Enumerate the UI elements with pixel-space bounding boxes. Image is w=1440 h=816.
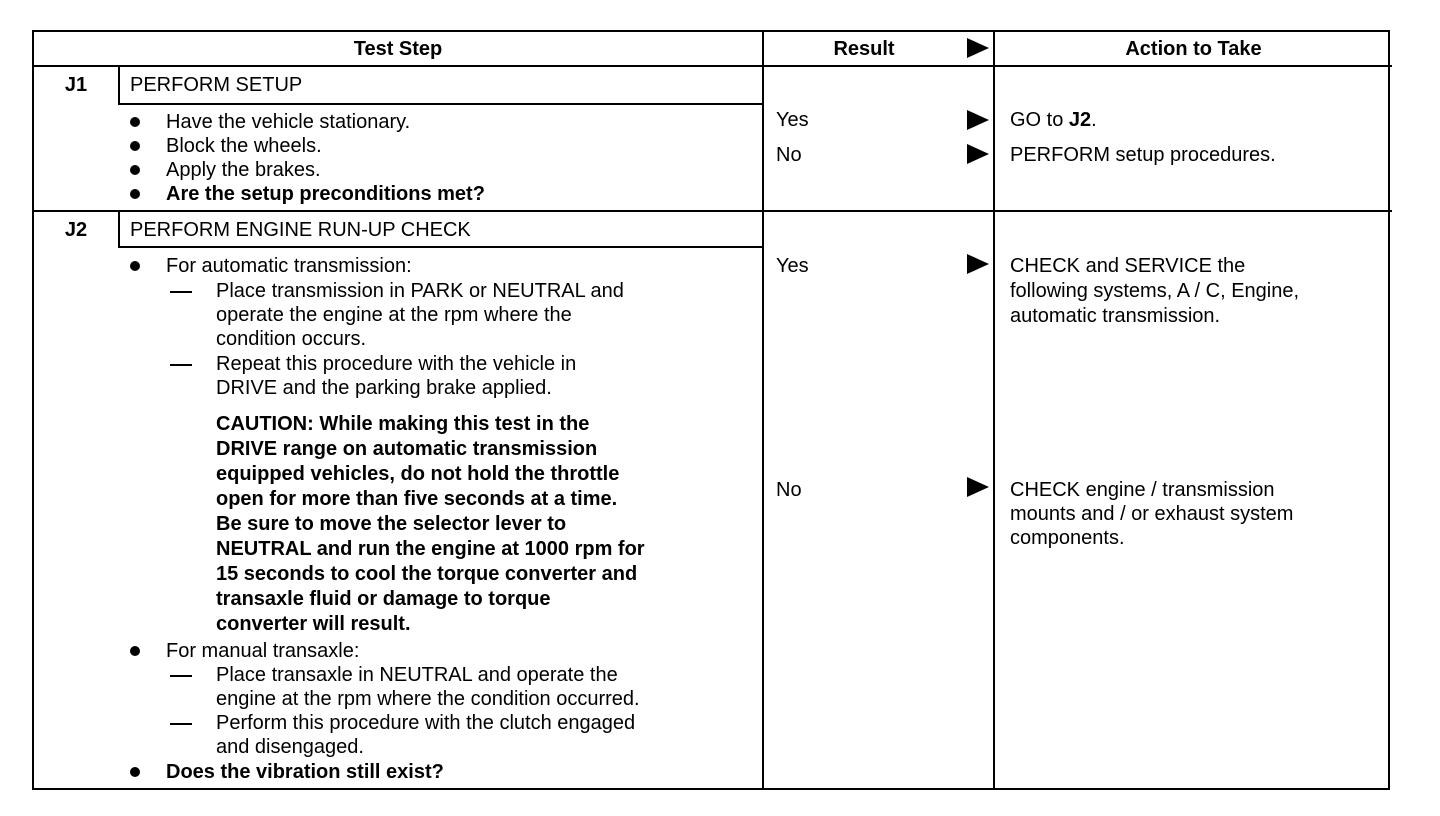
bullet-icon: [130, 767, 140, 777]
action-column-divider: [993, 32, 995, 788]
caution-line-2: DRIVE range on automatic transmission: [216, 438, 598, 460]
bullet-icon: [130, 646, 140, 656]
caution-line-3: equipped vehicles, do not hold the throttle: [216, 463, 620, 485]
bullet-icon: [130, 141, 140, 151]
j2-manual-heading: For manual transaxle:: [166, 640, 360, 662]
j2-action-no-line1: CHECK engine / transmission: [1010, 479, 1275, 501]
bullet-icon: [130, 189, 140, 199]
step-title-j2: PERFORM ENGINE RUN-UP CHECK: [130, 218, 471, 241]
j2-result-no: No: [776, 479, 802, 501]
j1-line-3: Apply the brakes.: [166, 159, 321, 181]
caution-line-1: CAUTION: While making this test in the: [216, 413, 590, 435]
dash-icon: [170, 675, 192, 677]
diagnostic-table: [32, 30, 1390, 790]
bullet-icon: [130, 165, 140, 175]
j2-manual-sub2-line2: and disengaged.: [216, 736, 364, 758]
caution-line-9: converter will result.: [216, 613, 411, 635]
header-action: Action to Take: [1125, 37, 1262, 60]
j1-result-no: No: [776, 144, 802, 166]
j2-action-no-line3: components.: [1010, 527, 1125, 549]
bullet-icon: [130, 261, 140, 271]
j2-question: Does the vibration still exist?: [166, 761, 444, 783]
j1-id-divider: [118, 66, 120, 104]
j2-auto-heading: For automatic transmission:: [166, 255, 412, 277]
result-arrow-icon: [967, 477, 989, 497]
header-result: Result: [833, 37, 895, 60]
step-id-j2: J2: [64, 218, 88, 241]
j2-manual-sub1-line2: engine at the rpm where the condition occurred.: [216, 688, 640, 710]
j2-manual-sub1-line1: Place transaxle in NEUTRAL and operate the: [216, 664, 618, 686]
j2-auto-sub1-line1: Place transmission in PARK or NEUTRAL and: [216, 280, 624, 302]
result-arrow-icon: [967, 144, 989, 164]
j2-result-yes: Yes: [776, 255, 809, 277]
j2-auto-sub2-line2: DRIVE and the parking brake applied.: [216, 377, 552, 399]
step-id-j1: J1: [64, 73, 88, 96]
caution-line-5: Be sure to move the selector lever to: [216, 513, 567, 535]
header-arrow-icon: [967, 38, 989, 58]
caution-line-7: 15 seconds to cool the torque converter and: [216, 563, 638, 585]
header-test-step: Test Step: [353, 37, 443, 60]
dash-icon: [170, 291, 192, 293]
j1-action-no: PERFORM setup procedures.: [1010, 144, 1276, 166]
j1-action-yes: GO to J2.: [1010, 109, 1097, 131]
j2-action-yes-line2: following systems, A / C, Engine,: [1010, 280, 1300, 302]
step-title-j1: PERFORM SETUP: [130, 73, 303, 96]
j1-line-1: Have the vehicle stationary.: [166, 111, 411, 133]
bullet-icon: [130, 117, 140, 127]
j2-id-divider: [118, 211, 120, 247]
j1-result-yes: Yes: [776, 109, 809, 131]
j2-auto-sub1-line3: condition occurs.: [216, 328, 367, 350]
j2-action-no-line2: mounts and / or exhaust system: [1010, 503, 1294, 525]
j2-manual-sub2-line1: Perform this procedure with the clutch engaged: [216, 712, 636, 734]
result-arrow-icon: [967, 254, 989, 274]
j1-title-divider: [118, 103, 762, 105]
caution-line-6: NEUTRAL and run the engine at 1000 rpm for: [216, 538, 645, 560]
j2-auto-sub2-line1: Repeat this procedure with the vehicle in: [216, 353, 577, 375]
caution-line-4: open for more than five seconds at a time.: [216, 488, 618, 510]
dash-icon: [170, 364, 192, 366]
j2-auto-sub1-line2: operate the engine at the rpm where the: [216, 304, 572, 326]
result-column-divider: [762, 32, 764, 788]
dash-icon: [170, 723, 192, 725]
j1-question: Are the setup preconditions met?: [166, 183, 485, 205]
j1-line-2: Block the wheels.: [166, 135, 322, 157]
j2-action-yes-line3: automatic transmission.: [1010, 305, 1221, 327]
result-arrow-icon: [967, 110, 989, 130]
caution-line-8: transaxle fluid or damage to torque: [216, 588, 551, 610]
j2-action-yes-line1: CHECK and SERVICE the: [1010, 255, 1246, 277]
